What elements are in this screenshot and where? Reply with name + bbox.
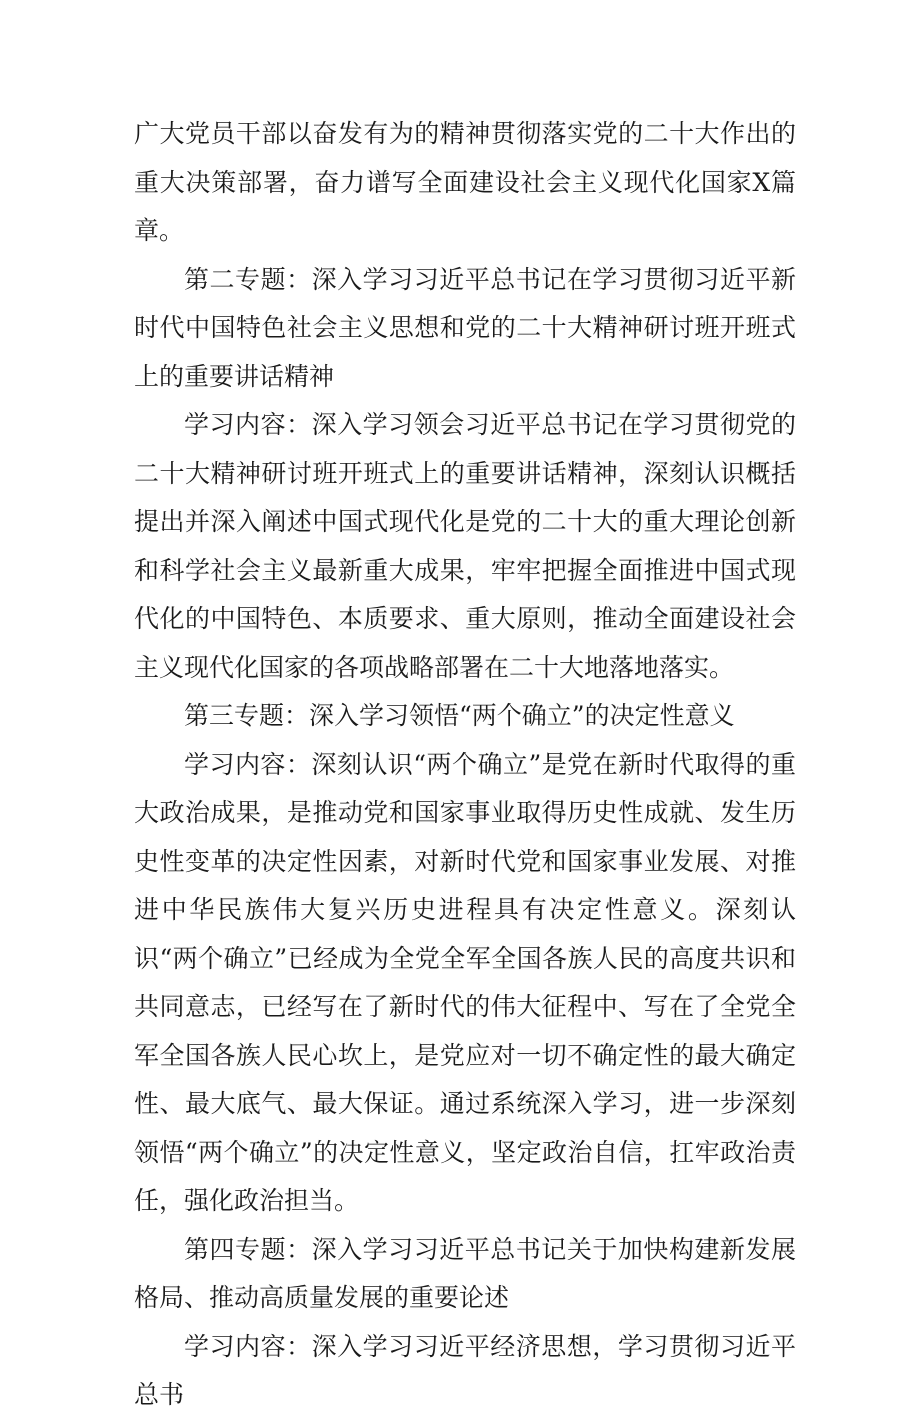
topic-2-heading: 第二专题：深入学习习近平总书记在学习贯彻习近平新时代中国特色社会主义思想和党的二十大精神研讨班开班式上的重要讲话精神 xyxy=(134,264,796,391)
topic-4-heading: 第四专题：深入学习习近平总书记关于加快构建新发展格局、推动高质量发展的重要论述 xyxy=(134,1234,796,1312)
topic-4-content: 学习内容：深入学习习近平经济思想，学习贯彻习近平总书 xyxy=(134,1331,796,1409)
paragraph-continuation: 广大党员干部以奋发有为的精神贯彻落实党的二十大作出的重大决策部署，奋力谱写全面建设社会主义现代化国家X篇章。 xyxy=(134,119,796,245)
topic-2-content: 学习内容：深入学习领会习近平总书记在学习贯彻党的二十大精神研讨班开班式上的重要讲话精神，深刻认识概括提出并深入阐述中国式现代化是党的二十大的重大理论创新和科学社会主义最新重大成果，牢牢把握全面推进中国式现代化的中国特色、本质要求、重大原则，推动全面建设社会主义现代化国家的各项战略部署在二十大地落地落实。 xyxy=(134,410,796,682)
document-body xyxy=(134,110,796,1420)
topic-3-heading: 第三专题：深入学习领悟“两个确立”的决定性意义 xyxy=(184,701,735,730)
topic-3-content: 学习内容：深刻认识“两个确立”是党在新时代取得的重大政治成果，是推动党和国家事业取得历史性成就、发生历史性变革的决定性因素，对新时代党和国家事业发展、对推进中华民族伟大复兴历史进程具有决定性意义。深刻认识“两个确立”已经成为全党全军全国各族人民的高度共识和共同意志，已经写在了新时代的伟大征程中、写在了全党全军全国各族人民心坎上，是党应对一切不确定性的最大确定性、最大底气、最大保证。通过系统深入学习，进一步深刻领悟“两个确立”的决定性意义，坚定政治自信，扛牢政治责任，强化政治担当。 xyxy=(134,749,796,1215)
